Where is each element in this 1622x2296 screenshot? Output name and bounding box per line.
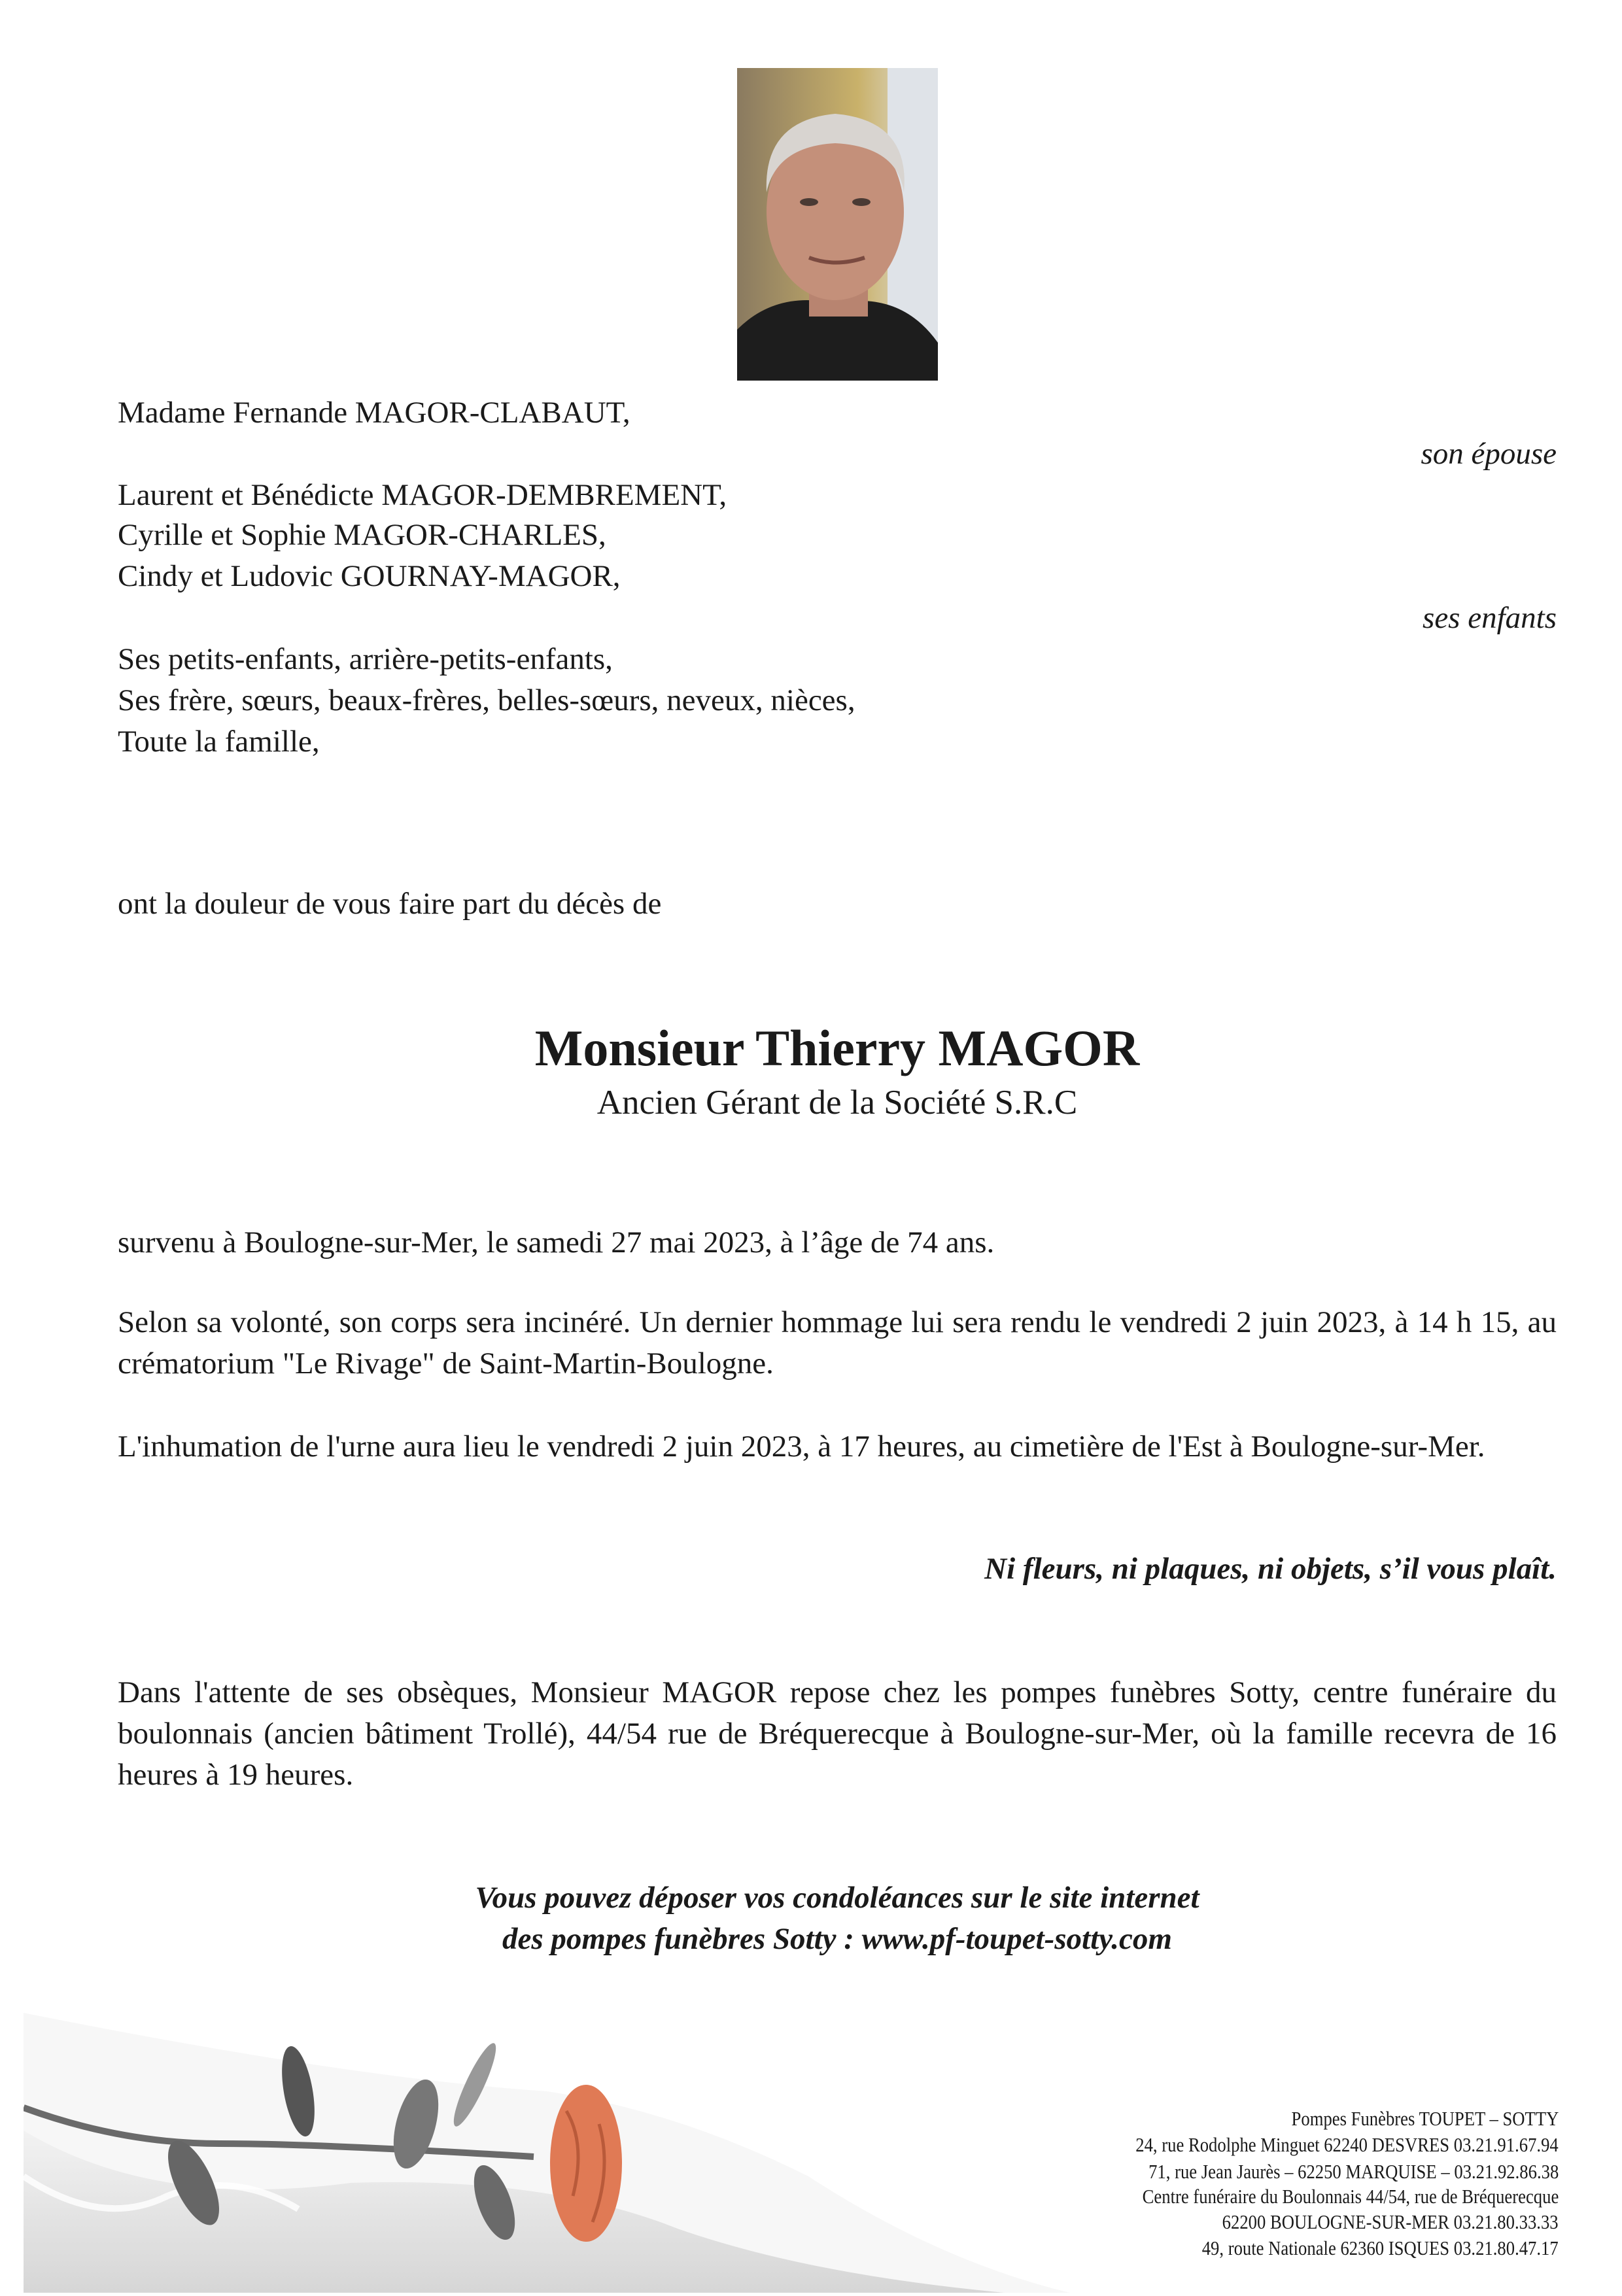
footer-address-isques: 49, route Nationale 62360 ISQUES 03.21.80.47.17 <box>1202 2236 1559 2259</box>
condolences-line-1: Vous pouvez déposer vos condoléances sur le site internet <box>475 1881 1199 1915</box>
family-all: Toute la famille, <box>118 725 320 759</box>
footer-address-desvres: 24, rue Rodolphe Minguet 62240 DESVRES 03.21.91.67.94 <box>1135 2133 1559 2156</box>
no-flowers-note: Ni fleurs, ni plaques, ni objets, s’il vous plaît. <box>984 1552 1557 1586</box>
repose-details: Dans l'attente de ses obsèques, Monsieur MAGOR repose chez les pompes funèbres Sotty, centre funéraire du boulonnais (ancien bâtiment Trollé), 44/54 rue de Bréquerecque à Boulogne-sur-Mer, où la famille recevra de 16 heures à 19 heures. <box>118 1675 1557 1792</box>
footer-address-boulogne: 62200 BOULOGNE-SUR-MER 03.21.80.33.33 <box>1222 2210 1559 2233</box>
rose-on-beach-image <box>24 2013 1070 2293</box>
relation-children: ses enfants <box>1423 601 1557 635</box>
family-child-2: Cyrille et Sophie MAGOR-CHARLES, <box>118 518 606 552</box>
death-details: survenu à Boulogne-sur-Mer, le samedi 27 mai 2023, à l’âge de 74 ans. <box>118 1225 995 1259</box>
footer-company: Pompes Funèbres TOUPET – SOTTY <box>1291 2107 1559 2130</box>
deceased-name: Monsieur Thierry MAGOR <box>534 1019 1140 1076</box>
relation-spouse: son épouse <box>1421 437 1557 471</box>
family-siblings: Ses frère, sœurs, beaux-frères, belles-sœurs, neveux, nièces, <box>118 683 855 717</box>
deceased-title: Ancien Gérant de la Société S.R.C <box>596 1084 1078 1122</box>
family-grandchildren: Ses petits-enfants, arrière-petits-enfants, <box>118 642 613 676</box>
burial-details: L'inhumation de l'urne aura lieu le vendredi 2 juin 2023, à 17 heures, au cimetière de l'Est à Boulogne-sur-Mer. <box>118 1430 1485 1464</box>
condolences-line-2[interactable]: des pompes funèbres Sotty : www.pf-toupet-sotty.com <box>502 1922 1172 1956</box>
family-spouse: Madame Fernande MAGOR-CLABAUT, <box>118 396 630 430</box>
footer-address-centre: Centre funéraire du Boulonnais 44/54, rue de Bréquerecque <box>1142 2185 1559 2208</box>
footer-address-marquise: 71, rue Jean Jaurès – 62250 MARQUISE – 03.21.92.86.38 <box>1148 2160 1559 2183</box>
rose-icon <box>550 2085 622 2242</box>
announcement: ont la douleur de vous faire part du décès de <box>118 887 662 921</box>
ceremony-details: Selon sa volonté, son corps sera incinéré. Un dernier hommage lui sera rendu le vendredi 2 juin 2023, à 14 h 15, au crématorium "Le Rivage" de Saint-Martin-Boulogne. <box>118 1305 1557 1380</box>
family-child-3: Cindy et Ludovic GOURNAY-MAGOR, <box>118 559 621 593</box>
portrait-photo <box>737 68 938 381</box>
family-child-1: Laurent et Bénédicte MAGOR-DEMBREMENT, <box>118 478 727 512</box>
